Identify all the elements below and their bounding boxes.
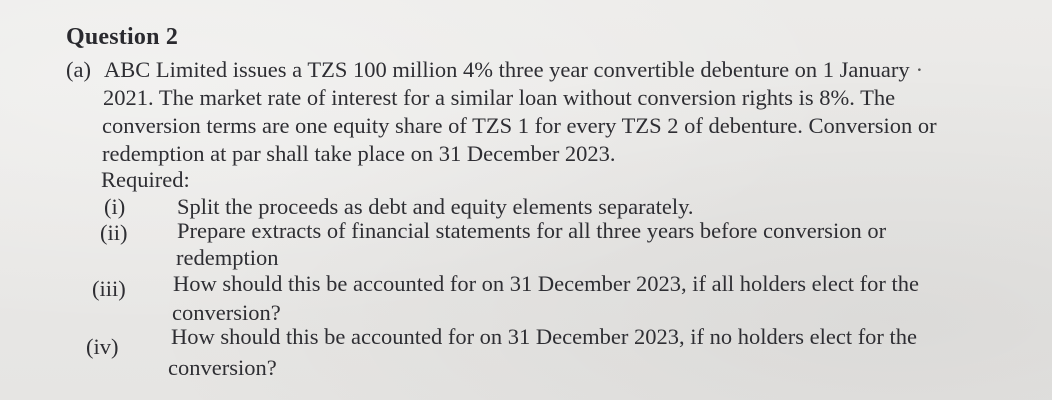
item-numeral-iv: (iv) [86, 334, 119, 359]
item-iv-line-2: conversion? [168, 355, 277, 380]
item-ii-line-1: Prepare extracts of financial statements for all three years before conversion or [177, 218, 887, 243]
item-iv-line-1: How should this be accounted for on 31 December 2023, if no holders elect for the [171, 324, 918, 349]
item-iii-line-1: How should this be accounted for on 31 December 2023, if all holders elect for the [173, 271, 920, 296]
item-numeral-iii: (iii) [92, 276, 126, 301]
intro-line-4: redemption at par shall take place on 31 December 2023. [102, 141, 616, 166]
item-ii-line-2: redemption [176, 245, 279, 270]
question-title: Question 2 [66, 24, 179, 50]
item-i-line-1: Split the proceeds as debt and equity elements separately. [177, 194, 694, 219]
intro-line-2: 2021. The market rate of interest for a similar loan without conversion rights is 8%. The [103, 85, 896, 110]
intro-line-1: ABC Limited issues a TZS 100 million 4% three year convertible debenture on 1 January · [104, 57, 924, 82]
item-numeral-ii: (ii) [100, 220, 128, 245]
item-numeral-i: (i) [104, 194, 126, 219]
required-label: Required: [101, 167, 190, 192]
intro-line-3: conversion terms are one equity share of TZS 1 for every TZS 2 of debenture. Conversion or [102, 113, 937, 138]
part-label: (a) [66, 57, 91, 82]
item-iii-line-2: conversion? [172, 300, 281, 325]
stray-mark: · [915, 57, 924, 82]
